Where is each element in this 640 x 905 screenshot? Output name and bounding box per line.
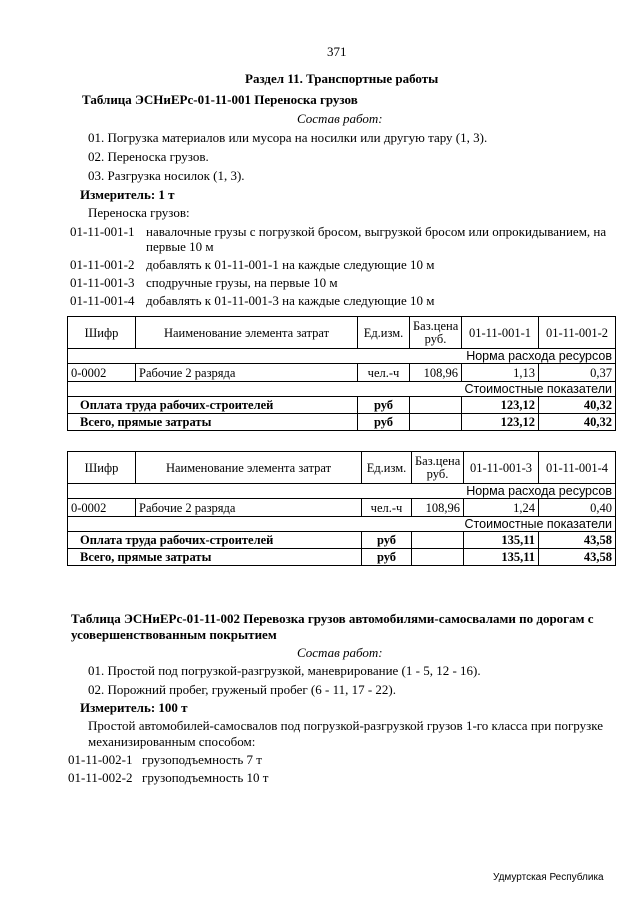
item-code: 01-11-002-2 bbox=[68, 770, 133, 785]
cell: 135,11 bbox=[464, 532, 539, 549]
cell: Всего, прямые затраты bbox=[68, 414, 358, 431]
header-cell: 01-11-001-2 bbox=[539, 317, 616, 349]
intro-text: Простой автомобилей-самосвалов под погрузкой-разгрузкой грузов 1-го класса при погрузке bbox=[88, 718, 604, 733]
cell: Оплата труда рабочих-строителей bbox=[68, 532, 362, 549]
cell: 0,40 bbox=[539, 499, 616, 517]
item-text: добавлять к 01-11-001-1 на каждые следующие 10 м bbox=[146, 257, 435, 272]
cell: 1,13 bbox=[462, 364, 539, 382]
cost-table-2 bbox=[67, 451, 616, 566]
header-cell: Баз.цена руб. bbox=[412, 452, 464, 484]
intro-text: Переноска грузов: bbox=[88, 205, 190, 220]
header-cell: Наименование элемента затрат bbox=[136, 317, 358, 349]
cell: 108,96 bbox=[412, 499, 464, 517]
cell: 0-0002 bbox=[68, 364, 136, 382]
header-cell: 01-11-001-1 bbox=[462, 317, 539, 349]
cell: Оплата труда рабочих-строителей bbox=[68, 397, 358, 414]
header-cell: Шифр bbox=[68, 317, 136, 349]
cell: 123,12 bbox=[462, 414, 539, 431]
header-cell: 01-11-001-4 bbox=[539, 452, 616, 484]
item-code: 01-11-002-1 bbox=[68, 752, 133, 767]
item-text: добавлять к 01-11-001-3 на каждые следующие 10 м bbox=[146, 293, 435, 308]
footer-region: Удмуртская Республика bbox=[493, 872, 604, 883]
cell bbox=[410, 414, 462, 431]
table2-title: усовершенствованным покрытием bbox=[71, 627, 277, 642]
item-text: грузоподъемность 7 т bbox=[142, 752, 262, 767]
header-cell: Баз.цена руб. bbox=[410, 317, 462, 349]
cell: руб bbox=[362, 549, 412, 566]
cell: чел.-ч bbox=[358, 364, 410, 382]
sostav-label: Состав работ: bbox=[297, 111, 383, 126]
norm-label: Норма расхода ресурсов bbox=[68, 484, 616, 499]
cell: 43,58 bbox=[539, 532, 616, 549]
item-text: первые 10 м bbox=[146, 239, 214, 254]
cost-label: Стоимостные показатели bbox=[68, 382, 616, 397]
table2-title: Таблица ЭСНиЕРс-01-11-002 Перевозка грузов автомобилями-самосвалами по дорогам с bbox=[71, 611, 594, 626]
sostav-label: Состав работ: bbox=[297, 645, 383, 660]
cell: 108,96 bbox=[410, 364, 462, 382]
cell: Рабочие 2 разряда bbox=[136, 499, 362, 517]
meter: Измеритель: 1 т bbox=[80, 187, 175, 202]
cell: 1,24 bbox=[464, 499, 539, 517]
cell: чел.-ч bbox=[362, 499, 412, 517]
item-code: 01-11-001-4 bbox=[70, 293, 135, 308]
section-title: Раздел 11. Транспортные работы bbox=[245, 71, 439, 86]
cell bbox=[412, 532, 464, 549]
cell bbox=[412, 549, 464, 566]
item-text: грузоподъемность 10 т bbox=[142, 770, 269, 785]
cell: руб bbox=[362, 532, 412, 549]
cell: Рабочие 2 разряда bbox=[136, 364, 358, 382]
cell: 135,11 bbox=[464, 549, 539, 566]
header-cell: Ед.изм. bbox=[358, 317, 410, 349]
item-code: 01-11-001-2 bbox=[70, 257, 135, 272]
item-text: сподручные грузы, на первые 10 м bbox=[146, 275, 338, 290]
item-code: 01-11-001-3 bbox=[70, 275, 135, 290]
cell: 43,58 bbox=[539, 549, 616, 566]
page-number: 371 bbox=[327, 44, 347, 59]
header-cell: Шифр bbox=[68, 452, 136, 484]
cell: 40,32 bbox=[539, 397, 616, 414]
cell: руб bbox=[358, 414, 410, 431]
cell: руб bbox=[358, 397, 410, 414]
cell: 40,32 bbox=[539, 414, 616, 431]
work-item: 01. Погрузка материалов или мусора на носилки или другую тару (1, 3). bbox=[88, 130, 488, 145]
work-item: 02. Порожний пробег, груженый пробег (6 - 11, 17 - 22). bbox=[88, 682, 397, 697]
item-code: 01-11-001-1 bbox=[70, 224, 135, 239]
work-item: 03. Разгрузка носилок (1, 3). bbox=[88, 168, 245, 183]
table1-title: Таблица ЭСНиЕРс-01-11-001 Переноска грузов bbox=[82, 92, 358, 107]
cost-table-1 bbox=[67, 316, 616, 431]
norm-label: Норма расхода ресурсов bbox=[68, 349, 616, 364]
header-cell: Наименование элемента затрат bbox=[136, 452, 362, 484]
header-cell: Ед.изм. bbox=[362, 452, 412, 484]
cell: Всего, прямые затраты bbox=[68, 549, 362, 566]
cell: 123,12 bbox=[462, 397, 539, 414]
cell bbox=[410, 397, 462, 414]
cost-label: Стоимостные показатели bbox=[68, 517, 616, 532]
header-cell: 01-11-001-3 bbox=[464, 452, 539, 484]
meter: Измеритель: 100 т bbox=[80, 700, 188, 715]
intro-text: механизированным способом: bbox=[88, 734, 256, 749]
item-text: навалочные грузы с погрузкой бросом, выгрузкой бросом или опрокидыванием, на bbox=[146, 224, 607, 239]
work-item: 01. Простой под погрузкой-разгрузкой, маневрирование (1 - 5, 12 - 16). bbox=[88, 663, 481, 678]
work-item: 02. Переноска грузов. bbox=[88, 149, 209, 164]
cell: 0-0002 bbox=[68, 499, 136, 517]
cell: 0,37 bbox=[539, 364, 616, 382]
